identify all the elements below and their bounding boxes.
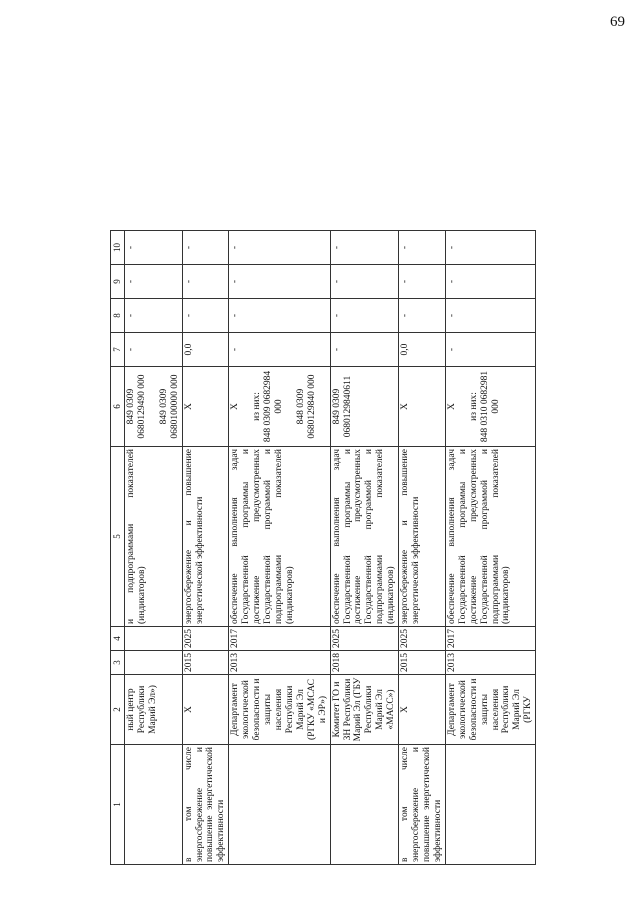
column-header: 4 <box>111 627 125 651</box>
cell-c4: 2025 <box>182 627 229 651</box>
cell-c3: 2013 <box>229 651 330 675</box>
cell-c3: 2018 <box>330 651 399 675</box>
cell-c1: в том числе энергосбережение и повышение энергетической эффективности <box>182 745 229 865</box>
cell-c9: - <box>229 265 330 299</box>
table-row <box>399 231 446 865</box>
cell-c6: 849 0309 0680129490 000 849 0309 0680100000 000 <box>125 367 183 447</box>
column-header: 2 <box>111 675 125 745</box>
cell-c10: - <box>182 231 229 265</box>
cell-c10: - <box>229 231 330 265</box>
cell-c4: 2017 <box>445 627 535 651</box>
column-header: 3 <box>111 651 125 675</box>
table-row <box>445 231 535 865</box>
cell-c9: - <box>182 265 229 299</box>
cell-c9: - <box>125 265 183 299</box>
table-row <box>125 231 183 865</box>
table-row <box>229 231 330 865</box>
cell-c1 <box>125 745 183 865</box>
cell-c2: X <box>182 675 229 745</box>
cell-c3: 2015 <box>182 651 229 675</box>
cell-c6: X <box>182 367 229 447</box>
cell-c6: X из них: 848 0310 0682981 000 <box>445 367 535 447</box>
cell-c10: - <box>330 231 399 265</box>
cell-c5: энергосбережение и повышение энергетической эффективности <box>399 447 446 627</box>
cell-c2: Департамент экологической безопасности и защиты населения Республики Марий Эл (РГКУ «МСАС и ЭР») <box>229 675 330 745</box>
cell-c5: обеспечение выполнения задач Государственной программы и достижение предусмотренных Государственной программой и подпрограммами показателей (индикаторов) <box>229 447 330 627</box>
cell-c2: Комитет ГО и ЗН Республики Марий Эл (ГБУ Республики Марий Эл «МАСС») <box>330 675 399 745</box>
column-header: 8 <box>111 299 125 333</box>
cell-c2: ный центр Республики Марий Эл») <box>125 675 183 745</box>
column-header: 6 <box>111 367 125 447</box>
column-header: 7 <box>111 333 125 367</box>
cell-c2: X <box>399 675 446 745</box>
cell-c8: - <box>229 299 330 333</box>
cell-c6: 849 0309 0680129840611 <box>330 367 399 447</box>
column-header: 9 <box>111 265 125 299</box>
cell-c7: - <box>229 333 330 367</box>
column-header: 5 <box>111 447 125 627</box>
cell-c9: - <box>445 265 535 299</box>
column-header: 1 <box>111 745 125 865</box>
cell-c7: - <box>445 333 535 367</box>
cell-c7: - <box>125 333 183 367</box>
cell-c1 <box>330 745 399 865</box>
cell-c7: - <box>330 333 399 367</box>
cell-c8: - <box>125 299 183 333</box>
cell-c1 <box>229 745 330 865</box>
page-number: 69 <box>610 14 625 30</box>
cell-c1 <box>445 745 535 865</box>
cell-c6: X <box>399 367 446 447</box>
cell-c10: - <box>399 231 446 265</box>
cell-c10: - <box>445 231 535 265</box>
cell-c10: - <box>125 231 183 265</box>
cell-c8: - <box>399 299 446 333</box>
program-table <box>110 230 536 865</box>
cell-c7: 0,0 <box>182 333 229 367</box>
cell-c4: 2025 <box>330 627 399 651</box>
table-row <box>182 231 229 865</box>
cell-c9: - <box>330 265 399 299</box>
cell-c3 <box>125 651 183 675</box>
column-number-row <box>111 231 125 865</box>
table-row <box>330 231 399 865</box>
cell-c4: 2017 <box>229 627 330 651</box>
cell-c5: обеспечение выполнения задач Государственной программы и достижение предусмотренных Государственной программой и подпрограммами показателей (индикаторов) <box>445 447 535 627</box>
cell-c7: 0,0 <box>399 333 446 367</box>
cell-c2: Департамент экологической безопасности и защиты населения Республики Марий Эл (РГКУ <box>445 675 535 745</box>
cell-c6: X из них: 848 0309 0682984 000 848 0309 0680129840 000 <box>229 367 330 447</box>
cell-c1: в том числе энергосбережение и повышение энергетической эффективности <box>399 745 446 865</box>
cell-c3: 2013 <box>445 651 535 675</box>
cell-c8: - <box>445 299 535 333</box>
column-header: 10 <box>111 231 125 265</box>
cell-c5: и подпрограммами показателей (индикаторов) <box>125 447 183 627</box>
cell-c4: 2025 <box>399 627 446 651</box>
cell-c8: - <box>330 299 399 333</box>
cell-c3: 2015 <box>399 651 446 675</box>
cell-c5: энергосбережение и повышение энергетической эффективности <box>182 447 229 627</box>
cell-c9: - <box>399 265 446 299</box>
cell-c5: обеспечение выполнения задач Государственной программы и достижение предусмотренных Государственной программой и подпрограммами показателей (индикаторов) <box>330 447 399 627</box>
cell-c4 <box>125 627 183 651</box>
cell-c8: - <box>182 299 229 333</box>
